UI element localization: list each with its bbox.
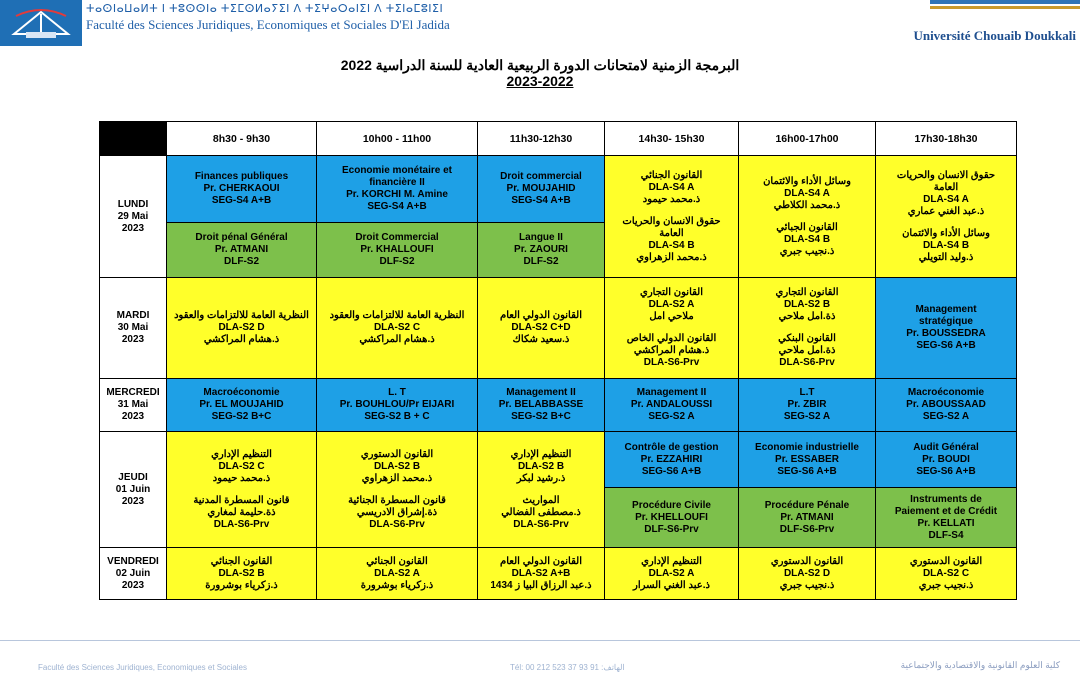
cell-line: DLA-S4 A — [784, 187, 830, 199]
faculty-name-tifinagh: ⵜⴰⵙⵏⴰⵡⴰⵍⵜ ⵏ ⵜⵓⵙⵙⵏⴰ ⵜⵉⵎⵙⵍⴰⵢⵉⵏ ⴷ ⵜⵉⵖⴰⵔⴰⵏⵉⵏ ⴷ ⵜⵉⵏⴰⵎⵓⵏⵉⵏ — [86, 3, 444, 15]
cell-line: 2023 — [121, 579, 145, 591]
time-slot-header: 14h30- 15h30 — [605, 122, 739, 156]
cell-line: القانون الجبائي — [776, 221, 838, 233]
cell-line: DLA-S4 B — [783, 233, 831, 245]
cell-line: SEG-S6 A+B — [641, 465, 702, 477]
cell-line: العامة — [659, 227, 684, 239]
exam-cell — [876, 548, 1017, 600]
cell-line: Pr. KHELLOUFI — [635, 511, 708, 523]
cell-line: SEG-S6 A+B — [777, 465, 837, 477]
cell-line: ذ.زكرياء بوشرورة — [360, 579, 434, 591]
cell-line: القانون الدستوري — [360, 448, 434, 460]
document-year: 2023-2022 — [506, 73, 574, 89]
document-title: البرمجة الزمنية لامتحانات الدورة الربيعية العادية للسنة الدراسية 2022 — [340, 57, 740, 73]
cell-line: القانون التجاري — [775, 287, 839, 298]
cell-line: DLA-S2 A — [374, 567, 420, 579]
day-cell — [100, 548, 167, 600]
cell-line: SEG-S2 A — [922, 411, 970, 422]
cell-line: DLA-S2 C — [218, 460, 265, 472]
cell-line: DLA-S2 B — [373, 460, 421, 472]
exam-cell — [317, 223, 478, 278]
cell-line: Pr. ZAOURI — [514, 244, 568, 255]
table-row — [100, 156, 1017, 223]
exam-cell — [876, 432, 1017, 488]
cell-line: Pr. ATMANI — [780, 511, 834, 523]
exam-cell — [876, 156, 1017, 278]
cell-line: DLF-S2 — [379, 256, 415, 267]
cell-line: Instruments de — [910, 493, 982, 505]
cell-line: Procédure Pénale — [764, 499, 850, 511]
cell-line: Audit Général — [913, 441, 979, 453]
cell-line: النظرية العامة للالتزامات والعقود — [174, 310, 309, 321]
cell-line: Pr. BELABBASSE — [498, 399, 584, 410]
day-cell — [100, 156, 167, 278]
cell-line: Economie industrielle — [755, 441, 859, 453]
cell-line: ذ.محمد الزهراوي — [361, 472, 433, 484]
cell-line: ذة.امل ملاحي — [778, 345, 836, 356]
time-slot-header: 8h30 - 9h30 — [167, 122, 317, 156]
footer-phone: Tél: 00 212 523 37 93 91 :الهاتف — [510, 663, 625, 672]
exam-cell — [317, 432, 478, 548]
cell-line: Macroéconomie — [907, 387, 985, 398]
exam-cell — [605, 156, 739, 278]
cell-line: SEG-S2 B+C — [211, 411, 272, 422]
cell-line: Pr. KELLATI — [917, 517, 975, 529]
exam-cell — [739, 156, 876, 278]
exam-cell — [167, 379, 317, 432]
cell-line: ملاحي امل — [649, 311, 694, 322]
cell-line: التنظيم الإداري — [641, 555, 702, 567]
cell-line: DLA-S2 D — [783, 567, 831, 579]
cell-line: 01 Juin — [115, 483, 151, 495]
cell-line: VENDREDI — [107, 555, 159, 567]
cell-line: ذة.امل ملاحي — [778, 311, 836, 322]
cell-line: DLA-S6-Prv — [213, 518, 270, 530]
cell-line: ذ.سعيد شكاك — [512, 334, 570, 345]
cell-line: LUNDI — [117, 198, 149, 210]
exam-cell — [317, 379, 478, 432]
exam-cell — [167, 278, 317, 379]
exam-cell — [605, 488, 739, 548]
cell-line: DLA-S6-Prv — [779, 357, 835, 368]
cell-line: المواريث — [522, 494, 560, 506]
cell-line: Paiement et de Crédit — [894, 505, 998, 517]
exam-cell — [739, 548, 876, 600]
exam-cell — [167, 156, 317, 223]
cell-line: Pr. BOUDI — [922, 453, 970, 465]
cell-line: Pr. ATMANI — [214, 244, 269, 255]
cell-line: القانون التجاري — [640, 287, 704, 298]
cell-line: ذ.عبد الغني السرار — [633, 579, 710, 591]
cell-line: SEG-S4 A+B — [511, 195, 571, 206]
cell-line: SEG-S6 A+B — [916, 340, 976, 351]
cell-line: ذ.عبد الرزاق البيا ز 1434 — [490, 579, 592, 591]
cell-line: ذ.هشام المراكشي — [633, 345, 710, 356]
cell-line: ذ.نجيب جبري — [918, 579, 974, 591]
cell-line: DLA-S4 B — [922, 239, 970, 251]
exam-cell — [478, 432, 605, 548]
cell-line: ذ.محمد الزهراوي — [636, 251, 707, 263]
cell-line: حقوق الانسان والحريات — [622, 215, 721, 227]
cell-line: العامة — [933, 181, 959, 193]
cell-line: 02 Juin — [115, 567, 151, 579]
cell-line: SEG-S2 A — [783, 411, 831, 422]
exam-cell — [605, 548, 739, 600]
time-slot-header: 16h00-17h00 — [739, 122, 876, 156]
cell-line: JEUDI — [118, 471, 148, 483]
cell-line: النظرية العامة للالتزامات والعقود — [329, 310, 465, 321]
cell-line: Pr. ANDALOUSSI — [630, 399, 713, 410]
cell-line: DLF-S2 — [523, 256, 559, 267]
cell-line: Pr. KHALLOUFI — [360, 244, 434, 255]
table-row — [100, 432, 1017, 488]
cell-line: التنظيم الإداري — [211, 448, 272, 460]
faculty-header — [0, 0, 450, 46]
cell-line: ذ.زكرياء بوشرورة — [205, 579, 278, 591]
cell-line: Langue II — [519, 232, 563, 243]
exam-cell — [478, 379, 605, 432]
cell-line: قانون المسطرة الجنائية — [348, 494, 446, 506]
cell-line: Pr. BOUSSEDRA — [906, 328, 986, 339]
cell-line: DLA-S6-Prv — [643, 357, 700, 368]
cell-line: DLA-S2 B — [783, 299, 831, 310]
cell-line: financière II — [369, 177, 425, 188]
cell-line: 29 Mai — [117, 210, 149, 222]
exam-schedule-table — [99, 121, 1017, 600]
cell-line: Management — [915, 304, 977, 315]
cell-line: ذ.مصطفى الفضالي — [501, 506, 581, 518]
cell-line: SEG-S4 A+B — [367, 201, 427, 212]
exam-cell — [167, 432, 317, 548]
cell-line: DLA-S2 A+B — [511, 567, 571, 579]
cell-line: 2023 — [121, 334, 145, 345]
time-slot-header: 17h30-18h30 — [876, 122, 1017, 156]
time-slot-header: 10h00 - 11h00 — [317, 122, 478, 156]
cell-line: DLF-S6-Prv — [644, 523, 699, 535]
cell-line: ذ.نجيب جبري — [779, 579, 835, 591]
cell-line: L.T — [799, 387, 815, 398]
cell-line: القانون الدولي العام — [500, 555, 582, 567]
cell-line: SEG-S2 B + C — [364, 411, 430, 422]
cell-line: القانون البنكي — [778, 333, 836, 344]
exam-cell — [478, 278, 605, 379]
cell-line: stratégique — [919, 316, 973, 327]
cell-line: Economie monétaire et — [341, 165, 453, 176]
cell-line: SEG-S4 A+B — [211, 195, 272, 206]
table-row — [100, 548, 1017, 600]
cell-line: Droit commercial — [500, 171, 582, 182]
exam-cell — [605, 379, 739, 432]
cell-line: DLA-S6-Prv — [369, 518, 425, 530]
cell-line: وسائل الأداء والائتمان — [902, 227, 990, 239]
cell-line: DLA-S4 B — [648, 239, 695, 251]
exam-cell — [167, 223, 317, 278]
cell-line: ذة.حليمة لمغاري — [207, 506, 276, 518]
cell-line: DLA-S2 C — [373, 322, 421, 333]
faculty-name: Faculté des Sciences Juridiques, Economiques et Sociales D'El Jadida — [86, 17, 450, 32]
exam-cell — [167, 548, 317, 600]
exam-cell — [605, 278, 739, 379]
cell-line: Pr. ZBIR — [787, 399, 827, 410]
table-row — [100, 379, 1017, 432]
cell-line: ذ.نجيب جبري — [779, 245, 835, 257]
faculty-logo-icon — [6, 2, 76, 44]
footer-faculty: Faculté des Sciences Juridiques, Economiques et Sociales — [38, 663, 247, 672]
cell-line: وسائل الأداء والائتمان — [763, 175, 851, 187]
cell-line: ذ.هشام المراكشي — [359, 334, 435, 345]
cell-line: القانون الجنائي — [366, 555, 428, 567]
cell-line: DLA-S2 B — [218, 567, 265, 579]
cell-line: DLA-S4 A — [923, 193, 969, 205]
cell-line: DLF-S4 — [928, 529, 964, 541]
cell-line: Finances publiques — [194, 171, 289, 182]
cell-line: ذ.محمد الكلاطي — [773, 199, 841, 211]
header-row — [100, 122, 1017, 156]
cell-line: ذ.هشام المراكشي — [203, 334, 280, 345]
cell-line: 31 Mai — [117, 399, 149, 410]
cell-line: ذ.محمد حيمود — [642, 193, 701, 205]
cell-line: Droit Commercial — [355, 232, 439, 243]
cell-line: Droit pénal Général — [195, 232, 288, 243]
cell-line: DLA-S2 A — [648, 567, 695, 579]
cell-line: القانون الجنائي — [640, 169, 703, 181]
cell-line: 2023 — [121, 495, 145, 507]
cell-line: DLA-S2 C+D — [511, 322, 571, 333]
cell-line: القانون الدستوري — [909, 555, 983, 567]
day-cell — [100, 432, 167, 548]
exam-cell — [876, 278, 1017, 379]
exam-cell — [876, 379, 1017, 432]
cell-line: ذ.وليد التويلي — [918, 251, 974, 263]
cell-line: التنظيم الإداري — [510, 448, 572, 460]
cell-line: 30 Mai — [117, 322, 149, 333]
cell-line: DLA-S6-Prv — [513, 518, 569, 530]
cell-line: القانون الدولي العام — [500, 310, 582, 321]
cell-line: Pr. MOUJAHID — [506, 183, 576, 194]
exam-cell — [317, 278, 478, 379]
cell-line: 2023 — [121, 411, 145, 422]
cell-line: Pr. EZZAHIRI — [640, 453, 703, 465]
exam-cell — [478, 156, 605, 223]
cell-line: القانون الجنائي — [210, 555, 273, 567]
cell-line: Contrôle de gestion — [624, 441, 719, 453]
cell-line: DLF-S2 — [224, 256, 259, 267]
cell-line: Pr. ABOUSSAAD — [906, 399, 986, 410]
cell-line: ذ.رشيد لبكر — [516, 472, 566, 484]
cell-line: Pr. CHERKAOUI — [203, 183, 280, 194]
cell-line: DLA-S2 C — [922, 567, 970, 579]
cell-line: القانون الدولي الخاص — [626, 333, 717, 344]
cell-line: SEG-S6 A+B — [916, 465, 976, 477]
time-slot-header: 11h30-12h30 — [478, 122, 605, 156]
exam-cell — [605, 432, 739, 488]
day-cell — [100, 379, 167, 432]
cell-line: Pr. EL MOUJAHID — [199, 399, 284, 410]
footer-faculty-arabic: كلية العلوم القانونية والاقتصادية والاجتماعية — [900, 660, 1060, 670]
exam-cell — [739, 488, 876, 548]
corner-cell — [100, 122, 167, 156]
exam-cell — [739, 432, 876, 488]
table-row — [100, 278, 1017, 379]
cell-line: SEG-S2 A — [648, 411, 695, 422]
cell-line: ذ.محمد حيمود — [212, 472, 271, 484]
cell-line: DLA-S2 B — [517, 460, 565, 472]
university-logo-stripe-gold — [930, 6, 1080, 9]
cell-line: Pr. ESSABER — [775, 453, 839, 465]
cell-line: SEG-S2 B+C — [511, 411, 571, 422]
cell-line: DLA-S2 D — [218, 322, 265, 333]
cell-line: L. T — [388, 387, 406, 398]
footer-divider — [0, 640, 1080, 641]
cell-line: حقوق الانسان والحريات — [896, 169, 996, 181]
cell-line: Pr. KORCHI M. Amine — [346, 189, 448, 200]
university-logo-stripe — [930, 0, 1080, 4]
cell-line: DLA-S2 A — [648, 299, 695, 310]
exam-cell — [478, 223, 605, 278]
exam-cell — [876, 488, 1017, 548]
cell-line: 2023 — [121, 222, 145, 234]
cell-line: DLA-S4 A — [648, 181, 695, 193]
exam-cell — [317, 548, 478, 600]
cell-line: القانون الدستوري — [770, 555, 844, 567]
cell-line: MERCREDI — [106, 387, 160, 398]
day-cell — [100, 278, 167, 379]
university-name: Université Chouaib Doukkali — [913, 28, 1076, 43]
cell-line: Management II — [636, 387, 707, 398]
cell-line: Macroéconomie — [203, 387, 280, 398]
university-header — [913, 0, 1080, 46]
exam-cell — [317, 156, 478, 223]
cell-line: MARDI — [116, 310, 150, 321]
cell-line: Management II — [506, 387, 576, 398]
cell-line: ذة.إشراق الادريسي — [356, 506, 438, 518]
cell-line: Procédure Civile — [632, 499, 711, 511]
exam-cell — [739, 278, 876, 379]
exam-cell — [739, 379, 876, 432]
cell-line: DLF-S6-Prv — [779, 523, 835, 535]
cell-line: Pr. BOUHLOU/Pr EIJARI — [339, 399, 455, 410]
exam-cell — [478, 548, 605, 600]
cell-line: ذ.عبد الغني عماري — [907, 205, 985, 217]
cell-line: قانون المسطرة المدنية — [193, 494, 290, 506]
